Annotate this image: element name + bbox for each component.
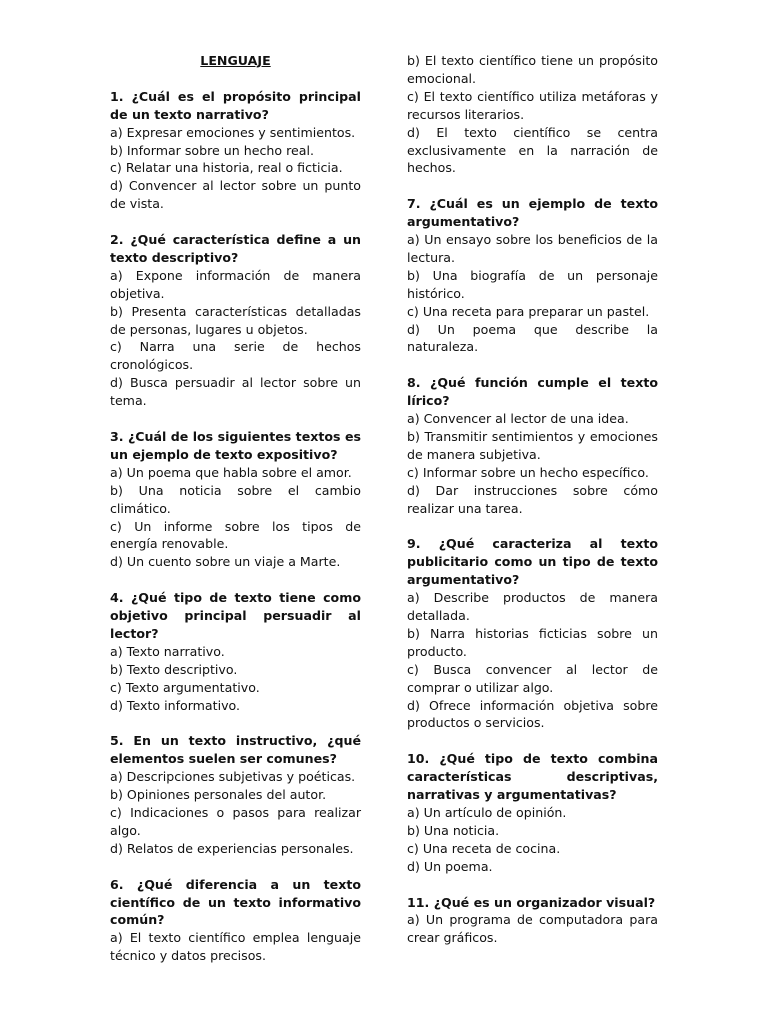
option-b: b) Una biografía de un personaje histórico. (407, 267, 658, 301)
option-a: a) Expone información de manera objetiva. (110, 267, 361, 301)
option-b: b) Una noticia sobre el cambio climático. (110, 482, 361, 516)
option-d: d) Relatos de experiencias personales. (110, 840, 354, 856)
option-c: c) Texto argumentativo. (110, 679, 260, 695)
option-c: c) Una receta de cocina. (407, 840, 561, 856)
option-a: a) Un poema que habla sobre el amor. (110, 464, 352, 480)
option-a: a) Convencer al lector de una idea. (407, 411, 629, 427)
option-c: c) El texto científico utiliza metáforas y recursos literarios. (407, 88, 658, 122)
question-text: 8. ¿Qué función cumple el texto lírico? (407, 375, 658, 409)
option-c: c) Un informe sobre los tipos de energía renovable. (110, 518, 361, 552)
option-b: b) Informar sobre un hecho real. (110, 142, 314, 158)
question-text: 3. ¿Cuál de los siguientes textos es un ejemplo de texto expositivo? (110, 428, 361, 462)
question-text: 2. ¿Qué característica define a un texto descriptivo? (110, 232, 361, 265)
option-d: d) Busca persuadir al lector sobre un tema. (110, 375, 361, 409)
option-d: d) Un cuento sobre un viaje a Marte. (110, 554, 341, 570)
option-a: a) Describe productos de manera detallada. (407, 590, 658, 624)
option-c: c) Una receta para preparar un pastel. (407, 303, 650, 319)
question-text: 5. En un texto instructivo, ¿qué elementos suelen ser comunes? (110, 733, 361, 767)
question-block-7 (407, 195, 658, 356)
option-b: b) Una noticia. (407, 822, 500, 838)
question-block-11 (407, 894, 658, 948)
option-d: d) Convencer al lector sobre un punto de vista. (110, 178, 361, 212)
question-text: 4. ¿Qué tipo de texto tiene como objetivo principal persuadir al lector? (110, 590, 361, 641)
option-b: b) El texto científico tiene un propósito emocional. (407, 53, 658, 86)
option-c: c) Narra una serie de hechos cronológicos. (110, 339, 361, 373)
question-block-1 (110, 88, 361, 213)
option-b: b) Opiniones personales del autor. (110, 787, 327, 803)
option-b: b) Narra historias ficticias sobre un producto. (407, 625, 658, 659)
question-text: 6. ¿Qué diferencia a un texto científico de un texto informativo común? (110, 876, 361, 928)
option-c: c) Indicaciones o pasos para realizar algo. (110, 804, 361, 838)
option-a: a) Un ensayo sobre los beneficios de la lectura. (407, 232, 658, 265)
question-text: 10. ¿Qué tipo de texto combina características descriptivas, narrativas y argumentativas? (407, 751, 658, 803)
option-d: d) Dar instrucciones sobre cómo realizar una tarea. (407, 482, 658, 516)
option-a: a) Un artículo de opinión. (407, 805, 567, 820)
option-a: a) Expresar emociones y sentimientos. (110, 124, 356, 140)
option-d: d) Un poema que describe la naturaleza. (407, 321, 658, 355)
option-c: c) Informar sobre un hecho específico. (407, 464, 649, 480)
question-text: 9. ¿Qué caracteriza al texto publicitario como un tipo de texto argumentativo? (407, 536, 658, 588)
question-block-3 (110, 428, 361, 571)
question-block-8 (407, 374, 658, 517)
question-text: 1. ¿Cuál es el propósito principal de un texto narrativo? (110, 88, 361, 122)
option-b: b) Transmitir sentimientos y emociones de manera subjetiva. (407, 429, 658, 462)
question-block-5 (110, 732, 361, 857)
option-d: d) Ofrece información objetiva sobre productos o servicios. (407, 697, 658, 731)
question-block-9 (407, 535, 658, 732)
left-column (110, 52, 361, 965)
option-b: b) Texto descriptivo. (110, 661, 238, 677)
question-text: 11. ¿Qué es un organizador visual? (407, 894, 656, 910)
option-a: a) Descripciones subjetivas y poéticas. (110, 769, 356, 785)
question-block-6-continued (407, 52, 658, 177)
option-a: a) Texto narrativo. (110, 643, 225, 659)
option-d: d) Texto informativo. (110, 697, 241, 713)
option-c: c) Busca convencer al lector de comprar o utilizar algo. (407, 661, 658, 695)
option-a: a) El texto científico emplea lenguaje técnico y datos precisos. (110, 930, 361, 964)
question-block-4 (110, 589, 361, 714)
option-d: d) Un poema. (407, 858, 493, 874)
option-b: b) Presenta características detalladas de personas, lugares u objetos. (110, 303, 361, 337)
question-block-10 (407, 750, 658, 875)
option-a: a) Un programa de computadora para crear gráficos. (407, 912, 658, 946)
question-block-6 (110, 876, 361, 966)
question-text: 7. ¿Cuál es un ejemplo de texto argumentativo? (407, 196, 658, 230)
question-block-2 (110, 231, 361, 410)
document-title: LENGUAJE (200, 53, 271, 68)
right-column (407, 52, 658, 947)
option-c: c) Relatar una historia, real o ficticia. (110, 160, 343, 176)
option-d: d) El texto científico se centra exclusivamente en la narración de hechos. (407, 124, 658, 176)
